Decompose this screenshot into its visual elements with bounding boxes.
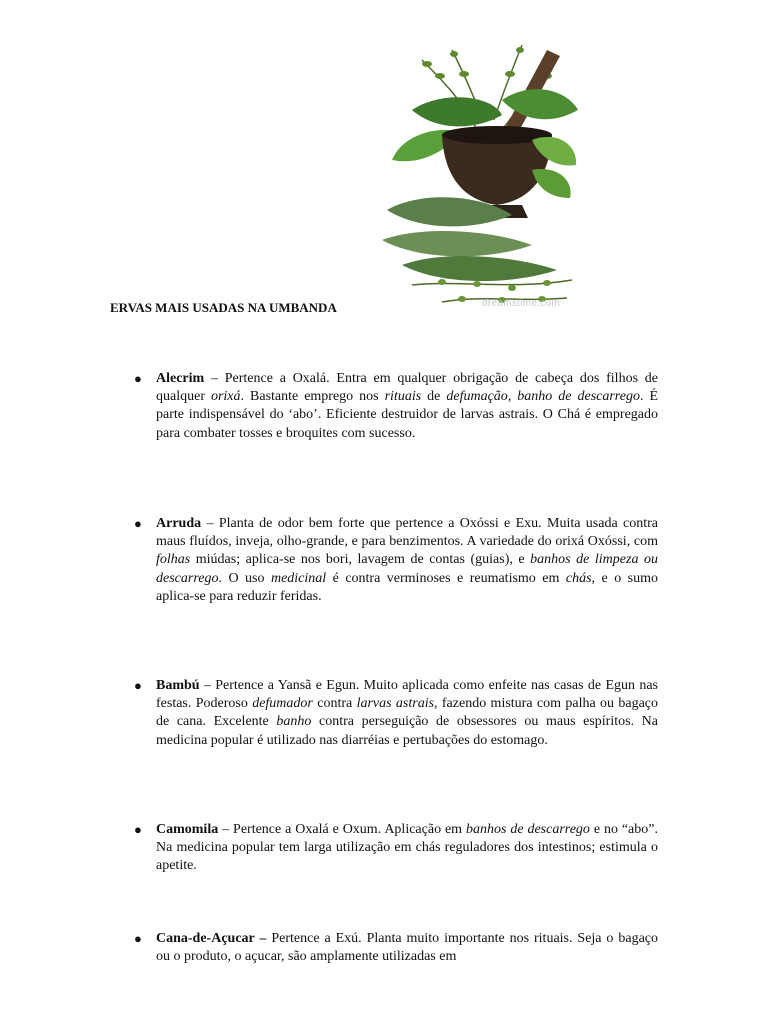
entry-text — [156, 677, 658, 750]
entry-text — [156, 821, 658, 876]
document-title: ERVAS MAIS USADAS NA UMBANDA — [110, 300, 337, 315]
text-run: , — [507, 389, 518, 405]
image-watermark: dreamstime.com — [482, 298, 561, 309]
text-run: . O uso — [218, 570, 271, 586]
italic-term: banho — [276, 714, 312, 730]
text-run: – Pertence a Oxalá e Oxum. Aplicação em — [218, 822, 466, 837]
italic-term: orixá — [210, 389, 241, 405]
herb-name: Arruda — [156, 516, 202, 531]
text-run: contra — [312, 696, 357, 712]
herb-name: Bambú — [156, 678, 200, 693]
text-run: . Bastante emprego nos — [240, 389, 385, 405]
bullet-icon: ● — [134, 678, 142, 693]
text-run: , fazendo mistura com palha ou bagaço de cana. Excelente — [156, 696, 659, 730]
italic-term: banhos de limpeza ou descarrego — [156, 552, 658, 586]
text-run: – Pertence a Yansã e Egun. Muito aplicada como enfeite nas casas de Egun nas festas. Poderoso — [156, 678, 658, 712]
entry-text — [156, 930, 658, 966]
bullet-icon: ● — [134, 931, 142, 946]
text-run: de — [421, 389, 447, 405]
italic-term: larvas astrais — [356, 696, 435, 712]
herb-name: Alecrim — [156, 371, 205, 386]
text-run: e no “abo”. Na medicina popular tem larga utilização em chás reguladores dos intestinos; estimula o apetite. — [156, 822, 658, 874]
italic-term: chás — [565, 570, 592, 586]
italic-term: banhos de descarrego — [465, 822, 590, 837]
text-run: – Pertence a Oxalá. Entra em qualquer obrigação de cabeça dos filhos de qualquer — [156, 371, 658, 405]
text-run: , e o sumo aplica-se para reduzir feridas. — [156, 570, 659, 604]
text-run: contra perseguição de obsessores ou maus espíritos. Na medicina popular é utilizado nas diarréias e pertubações do estomago. — [156, 714, 658, 748]
italic-term: banho de descarrego — [517, 389, 640, 405]
italic-term: defumador — [252, 696, 313, 712]
text-run: – Planta de odor bem forte que pertence a Oxóssi e Exu. Muita usada contra maus fluídos, inveja, olho-grande, e para benzimentos. A variedade do orixá Oxóssi, com — [156, 516, 658, 550]
bullet-icon: ● — [134, 822, 142, 837]
herb-entry-bambu — [134, 677, 658, 750]
entry-text — [156, 515, 658, 606]
italic-term: rituais — [384, 389, 422, 405]
bullet-icon: ● — [134, 516, 142, 531]
herb-name: Camomila — [156, 822, 219, 837]
text-run: é contra verminoses e reumatismo em — [326, 570, 566, 586]
italic-term: defumação — [446, 389, 508, 405]
herb-name: Cana-de-Açucar – — [156, 931, 267, 946]
entry-text — [156, 370, 658, 443]
italic-term: folhas — [156, 552, 191, 568]
herb-entry-alecrim — [134, 370, 658, 443]
herb-entry-arruda — [134, 515, 658, 606]
text-run: . É parte indispensável do ‘abo’. Eficiente destruidor de larvas astrais. O Chá é empregado para combater tosses e broquites com sucesso. — [156, 389, 658, 441]
text-run: miúdas; aplica-se nos bori, lavagem de contas (guias), e — [190, 552, 531, 568]
herb-entry-camomila — [134, 821, 658, 876]
herb-entry-cana-de-acucar — [134, 930, 658, 966]
italic-term: medicinal — [270, 570, 327, 586]
text-run: Pertence a Exú. Planta muito importante nos rituais. Seja o bagaço ou o produto, o açucar, são amplamente utilizadas em — [156, 931, 658, 965]
herb-photo — [382, 40, 578, 316]
herb-illustration — [382, 40, 578, 316]
bullet-icon: ● — [134, 371, 142, 386]
